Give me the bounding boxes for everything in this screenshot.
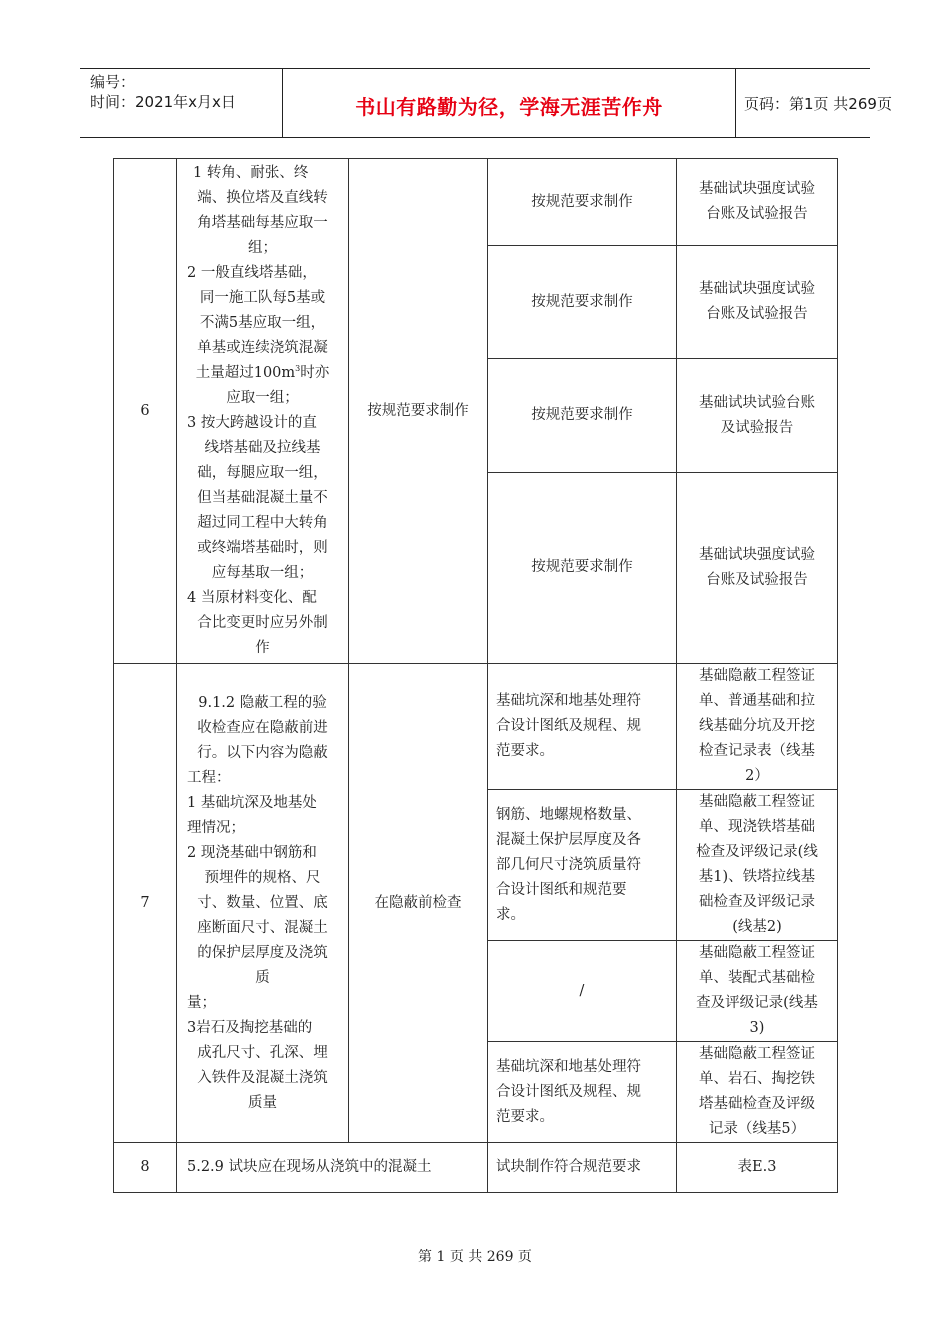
standard-line: 合设计图纸及规程、规 bbox=[496, 1083, 641, 1100]
document-line: 单、岩石、掏挖铁 bbox=[699, 1071, 815, 1087]
header-motto: 书山有路勤为径，学海无涯苦作舟 bbox=[355, 95, 663, 119]
standard-line: 合设计图纸和规范要 bbox=[496, 881, 627, 898]
requirement-line: 端、换位塔及直线转 bbox=[197, 190, 328, 206]
document-cell bbox=[677, 159, 838, 246]
requirement-line: 应每基取一组； bbox=[211, 565, 314, 581]
requirement-text: 时亦 bbox=[300, 365, 330, 381]
standard-line: 基础坑深和地基处理符 bbox=[496, 693, 641, 709]
page-footer: 第 1 页 共 269 页 bbox=[418, 1249, 532, 1265]
requirement-line: 预埋件的规格、尺 bbox=[204, 869, 321, 886]
requirement-line: 座断面尺寸、混凝土 bbox=[197, 919, 328, 936]
document-line: 台账及试验报告 bbox=[706, 306, 808, 323]
document-line: 础检查及评级记录 bbox=[699, 894, 815, 910]
requirement-line: 量； bbox=[187, 994, 216, 1011]
requirement-line: 角塔基础每基应取一 bbox=[197, 215, 328, 231]
standard-cell: 试块制作符合规范要求 bbox=[488, 1143, 677, 1193]
inspection-method: 在隐蔽前检查 bbox=[349, 664, 488, 1143]
requirement-line: 的保护层厚度及浇筑 bbox=[197, 944, 328, 961]
table-row bbox=[114, 1143, 838, 1193]
requirement-line: 2 现浇基础中钢筋和 bbox=[187, 844, 317, 861]
document-line: 检查记录表（线基 bbox=[699, 743, 815, 759]
document-line: 2） bbox=[745, 768, 769, 784]
header-page-code: 页码：第1页 共269页 bbox=[744, 95, 892, 113]
document-cell bbox=[677, 664, 838, 790]
requirement-line-unit bbox=[187, 361, 338, 386]
document-line: 线基础分坑及开挖 bbox=[699, 718, 815, 734]
requirement-line: 理情况； bbox=[187, 819, 245, 836]
requirement-line: 质 bbox=[255, 969, 270, 986]
header-meta-cell bbox=[80, 69, 283, 137]
requirement-line: 组； bbox=[248, 240, 277, 256]
document-line: (线基2) bbox=[732, 919, 782, 935]
standard-line: 合设计图纸及规程、规 bbox=[496, 718, 641, 734]
requirement-line: 2 一般直线塔基础， bbox=[187, 265, 317, 281]
standard-line: 部几何尺寸浇筑质量符 bbox=[496, 856, 641, 873]
requirement-line: 线塔基础及拉线基 bbox=[204, 440, 321, 456]
table-row bbox=[114, 664, 838, 790]
requirement-line: 3 按大跨越设计的直 bbox=[187, 415, 317, 431]
requirement-line: 3岩石及掏挖基础的 bbox=[187, 1019, 313, 1036]
requirement-cell: 5.2.9 试块应在现场从浇筑中的混凝土 bbox=[177, 1143, 488, 1193]
requirement-line: 不满5基应取一组， bbox=[199, 315, 326, 331]
standard-cell bbox=[488, 1042, 677, 1143]
document-line: 台账及试验报告 bbox=[706, 571, 808, 588]
requirement-line: 作 bbox=[255, 640, 270, 656]
document-cell bbox=[677, 246, 838, 359]
standard-line: / bbox=[579, 982, 585, 999]
document-line: 单、现浇铁塔基础 bbox=[699, 819, 815, 835]
requirement-line: 工程： bbox=[187, 769, 231, 786]
row-number: 7 bbox=[114, 664, 177, 1143]
document-line: 基础隐蔽工程签证 bbox=[699, 945, 815, 961]
document-line: 台账及试验报告 bbox=[706, 206, 808, 223]
table-row bbox=[114, 159, 838, 246]
document-line: 单、装配式基础检 bbox=[699, 970, 815, 986]
inspection-method: 按规范要求制作 bbox=[349, 159, 488, 664]
requirement-line: 但当基础混凝土量不 bbox=[197, 490, 328, 506]
standard-cell bbox=[488, 664, 677, 790]
requirement-line: 成孔尺寸、孔深、埋 bbox=[197, 1044, 328, 1061]
standard-cell: 按规范要求制作 bbox=[488, 159, 677, 246]
inspection-table bbox=[113, 158, 838, 1193]
document-header bbox=[80, 68, 892, 138]
standard-line: 钢筋、地螺规格数量、 bbox=[496, 806, 641, 823]
requirement-line: 寸、数量、位置、底 bbox=[197, 894, 328, 911]
row-number: 6 bbox=[114, 159, 177, 664]
requirement-line: 行。以下内容为隐蔽 bbox=[197, 744, 328, 761]
document-cell: 表E.3 bbox=[677, 1143, 838, 1193]
document-line: 基础试块强度试验 bbox=[699, 181, 815, 198]
standard-cell: 按规范要求制作 bbox=[488, 246, 677, 359]
standard-cell: 按规范要求制作 bbox=[488, 359, 677, 472]
requirement-line: 应取一组； bbox=[226, 390, 299, 406]
document-line: 基础隐蔽工程签证 bbox=[699, 794, 815, 810]
document-line: 记录（线基5） bbox=[708, 1121, 806, 1137]
standard-line: 求。 bbox=[496, 906, 525, 923]
requirement-line: 收检查应在隐蔽前进 bbox=[197, 719, 328, 736]
document-line: 基础试块试验台账 bbox=[699, 394, 815, 411]
document-cell bbox=[677, 941, 838, 1042]
requirement-line: 1 基础坑深及地基处 bbox=[187, 794, 317, 811]
requirement-line: 合比变更时应另外制 bbox=[197, 615, 328, 631]
standard-line: 混凝土保护层厚度及各 bbox=[496, 831, 641, 848]
standard-cell bbox=[488, 941, 677, 1042]
document-cell bbox=[677, 359, 838, 472]
document-line: 查及评级记录(线基 bbox=[696, 995, 818, 1011]
document-line: 及试验报告 bbox=[720, 419, 794, 436]
document-time-label: 时间：2021年x月x日 bbox=[90, 93, 236, 111]
document-line: 检查及评级记录(线 bbox=[696, 844, 818, 860]
document-cell bbox=[677, 472, 838, 663]
document-line: 基础隐蔽工程签证 bbox=[699, 1046, 815, 1062]
header-motto-cell bbox=[283, 69, 736, 137]
standard-line: 基础坑深和地基处理符 bbox=[496, 1058, 641, 1075]
unit-superscript: 3 bbox=[295, 364, 301, 374]
document-line: 基础隐蔽工程签证 bbox=[699, 668, 815, 684]
header-page-cell bbox=[736, 69, 892, 137]
document-line: 基础试块强度试验 bbox=[699, 546, 815, 563]
standard-line: 范要求。 bbox=[496, 1108, 554, 1125]
standard-line: 范要求。 bbox=[496, 743, 554, 759]
requirement-line: 或终端塔基础时，则 bbox=[197, 540, 328, 556]
requirement-line: 入铁件及混凝土浇筑 bbox=[197, 1069, 328, 1086]
requirement-cell bbox=[177, 664, 349, 1143]
document-line: 基础试块强度试验 bbox=[699, 281, 815, 298]
requirement-line: 超过同工程中大转角 bbox=[197, 515, 328, 531]
requirement-line: 9.1.2 隐蔽工程的验 bbox=[198, 694, 327, 711]
requirement-line: 4 当原材料变化、配 bbox=[187, 590, 317, 606]
row-number: 8 bbox=[114, 1143, 177, 1193]
requirement-line: 单基或连续浇筑混凝 bbox=[197, 340, 328, 356]
requirement-text: 土量超过100m bbox=[195, 365, 296, 381]
document-cell bbox=[677, 1042, 838, 1143]
document-line: 基1)、铁塔拉线基 bbox=[698, 869, 816, 885]
requirement-cell bbox=[177, 159, 349, 664]
requirement-line: 同一施工队每5基或 bbox=[199, 290, 326, 306]
standard-cell: 按规范要求制作 bbox=[488, 472, 677, 663]
requirement-line: 1 转角、耐张、终 bbox=[193, 165, 309, 181]
requirement-line: 础，每腿应取一组， bbox=[197, 465, 328, 481]
document-line: 单、普通基础和拉 bbox=[699, 693, 815, 709]
document-line: 塔基础检查及评级 bbox=[699, 1096, 815, 1112]
document-number-label: 编号： bbox=[90, 73, 136, 91]
requirement-line: 质量 bbox=[248, 1094, 277, 1111]
standard-cell bbox=[488, 790, 677, 941]
document-line: 3) bbox=[749, 1020, 765, 1036]
document-cell bbox=[677, 790, 838, 941]
